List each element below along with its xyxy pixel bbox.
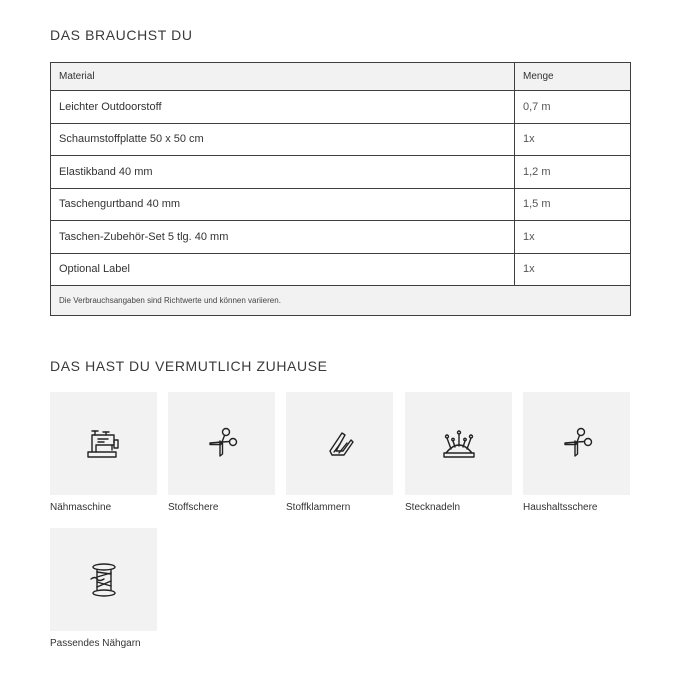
material-cell: Schaumstoffplatte 50 x 50 cm xyxy=(51,123,515,156)
tool-label: Passendes Nähgarn xyxy=(50,638,141,649)
table-row xyxy=(51,221,631,254)
table-row xyxy=(51,188,631,221)
section-title-home: DAS HAST DU VERMUTLICH ZUHAUSE xyxy=(50,358,328,374)
tool-image xyxy=(405,392,512,495)
material-cell: Taschengurtband 40 mm xyxy=(51,188,515,221)
quantity-cell: 0,7 m xyxy=(515,91,631,124)
scissors-icon xyxy=(557,424,597,464)
fabric-clip-icon xyxy=(320,424,360,464)
header-material: Material xyxy=(51,63,515,91)
consumption-note: Die Verbrauchsangaben sind Richtwerte und können variieren. xyxy=(51,286,631,316)
material-cell: Elastikband 40 mm xyxy=(51,156,515,189)
thread-spool-icon xyxy=(84,560,124,600)
tool-tile-pins xyxy=(405,392,512,513)
tool-tile-fabric-clips xyxy=(286,392,393,513)
table-row xyxy=(51,91,631,124)
tool-tile-sewing-machine xyxy=(50,392,157,513)
tool-label: Nähmaschine xyxy=(50,502,112,513)
quantity-cell: 1,2 m xyxy=(515,156,631,189)
material-cell: Taschen-Zubehör-Set 5 tlg. 40 mm xyxy=(51,221,515,254)
quantity-cell: 1x xyxy=(515,221,631,254)
tool-image xyxy=(50,528,157,631)
quantity-cell: 1x xyxy=(515,253,631,286)
header-quantity: Menge xyxy=(515,63,631,91)
tool-image xyxy=(523,392,630,495)
tool-tile-fabric-scissors xyxy=(168,392,275,513)
material-cell: Optional Label xyxy=(51,253,515,286)
tool-image xyxy=(286,392,393,495)
material-cell: Leichter Outdoorstoff xyxy=(51,91,515,124)
tool-label: Stoffklammern xyxy=(286,502,351,513)
tool-image xyxy=(168,392,275,495)
sewing-machine-icon xyxy=(84,424,124,464)
table-row xyxy=(51,156,631,189)
scissors-icon xyxy=(202,424,242,464)
pincushion-icon xyxy=(439,424,479,464)
quantity-cell: 1,5 m xyxy=(515,188,631,221)
tool-image xyxy=(50,392,157,495)
table-row xyxy=(51,253,631,286)
table-header-row xyxy=(51,63,631,91)
tool-label: Stecknadeln xyxy=(405,502,461,513)
table-row xyxy=(51,123,631,156)
table-footer-row xyxy=(51,286,631,316)
quantity-cell: 1x xyxy=(515,123,631,156)
tool-label: Haushaltsschere xyxy=(523,502,598,513)
tool-tile-thread xyxy=(50,528,157,649)
tool-tile-household-scissors xyxy=(523,392,630,513)
section-title-needs: DAS BRAUCHST DU xyxy=(50,27,193,43)
materials-table xyxy=(50,62,631,316)
tool-label: Stoffschere xyxy=(168,502,219,513)
